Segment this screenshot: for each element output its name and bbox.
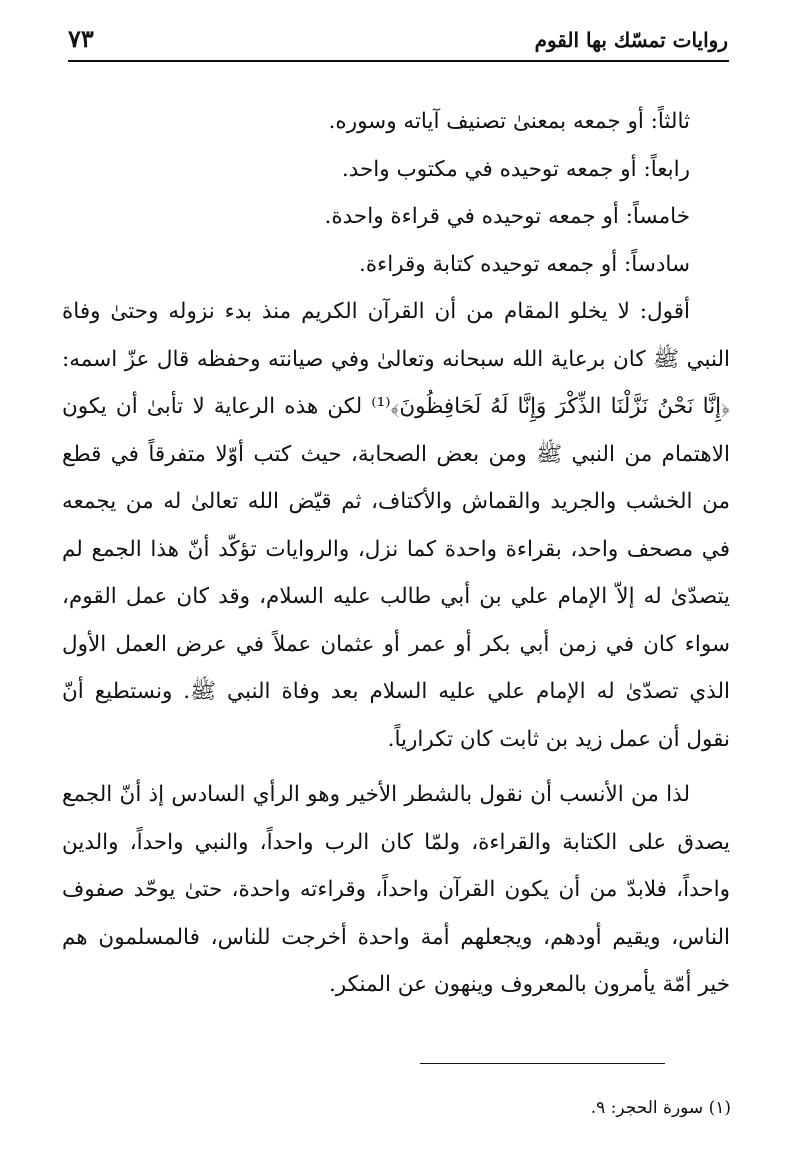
page-header: [68, 24, 728, 58]
meanings-list: [62, 98, 730, 288]
paragraph-conclusion: لذا من الأنسب أن نقول بالشطر الأخير وهو الرأي السادس إذ أنّ الجمع يصدق على الكتابة والقراءة، ولمّا كان الرب واحداً، والنبي واحداً، والدين واحداً، فلابدّ من أن يكون القرآن واحداً، وقراءته واحدة، حتىٰ يوحّد صفوف الناس، ويقيم أودهم، ويجعلهم أمة واحدة أخرجت للناس، فالمسلمون هم خير أمّة يأمرون بالمعروف وينهون عن المنكر.: [62, 782, 730, 997]
list-item: خامساً: أو جمعه توحيده في قراءة واحدة.: [324, 204, 690, 229]
footnote: (١) سورة الحجر: ٩.: [590, 1098, 731, 1118]
list-item: سادساً: أو جمعه توحيده كتابة وقراءة.: [358, 251, 690, 277]
page-number: ٧٣: [68, 24, 94, 53]
list-item: رابعاً: أو جمعه توحيده في مكتوب واحد.: [341, 156, 690, 182]
running-title: روايات تمسّك بها القوم: [534, 28, 728, 52]
footnote-divider: [420, 1063, 665, 1064]
list-item: ثالثاً: أو جمعه بمعنىٰ تصنيف آياته وسوره.: [328, 109, 690, 134]
header-divider: [68, 60, 729, 62]
paragraph-argument: أقول: لا يخلو المقام من أن القرآن الكريم منذ بدء نزوله وحتىٰ وفاة النبي ﷺ كان برعاية الله سبحانه وتعالىٰ وفي صيانته وحفظه قال عزّ اسمه: ﴿إِنَّا نَحْنُ نَزَّلْنَا الذِّكْرَ وَإِنَّا لَهُ لَحَافِظُونَ﴾⁽¹⁾ لكن هذه الرعاية لا تأبىٰ أن يكون الاهتمام من النبي ﷺ ومن بعض الصحابة، حيث كتب أوّلا متفرقاً في قطع من الخشب والجريد والقماش والأكتاف، ثم قيّض الله تعالىٰ له من يجمعه في مصحف واحد، بقراءة واحدة كما نزل، والروايات تؤكّد أنّ هذا الجمع لم يتصدّىٰ له إلاّ الإمام علي بن أبي طالب عليه السلام، وقد كان عمل القوم، سواء كان في زمن أبي بكر أو عمر أو عثمان عملاً في عرض العمل الأول الذي تصدّىٰ له الإمام علي عليه السلام بعد وفاة النبي ﷺ. ونستطيع أنّ نقول أن عمل زيد بن ثابت كان تكرارياً.: [62, 299, 730, 752]
main-text: [62, 98, 730, 1009]
